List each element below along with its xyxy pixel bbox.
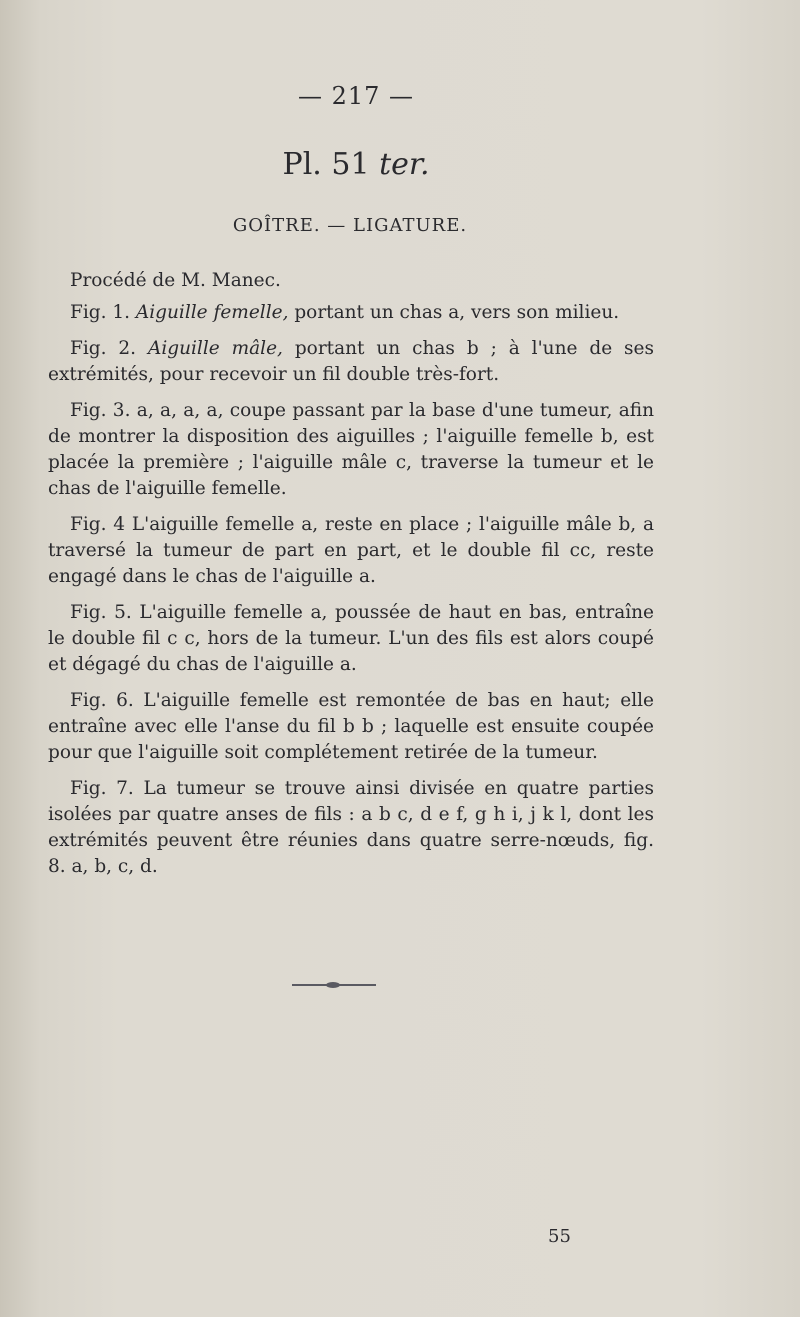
paragraph-fig-4: Fig. 4 L'aiguille femelle a, reste en place ; l'aiguille mâle b, a traversé la tumeur de part en part, et le double fil cc, reste engagé dans le chas de l'aiguille a. [48,514,654,587]
paragraph-procedure: Procédé de M. Manec. [70,270,281,291]
paragraph-fig-7: Fig. 7. La tumeur se trouve ainsi divisée en quatre parties isolées par quatre anses de fils : a b c, d e f, g h i, j k l, dont les extrémités peuvent être réunies dans quatre serre-nœuds, fig. 8. a, b, c, d. [48,778,654,877]
body-text [48,268,654,890]
fig-2-label: Fig. 2. [70,338,148,359]
plate-title [0,147,712,182]
paragraph-fig-6: Fig. 6. L'aiguille femelle est remontée de bas en haut; elle entraîne avec elle l'anse du fil b b ; laquelle est ensuite coupée pour que l'aiguille soit complétement retirée de la tumeur. [48,690,654,763]
fig-2-text: portant un chas b ; à l'une de ses extrémités, pour recevoir un fil double très-fort. [48,338,654,385]
section-title: GOÎTRE. — LIGATURE. [232,215,468,236]
paragraph-fig-1 [48,300,654,326]
plate-suffix: ter. [379,147,430,182]
fig-1-term: Aiguille femelle, [135,302,289,323]
fig-1-label: Fig. 1. [70,302,136,323]
fig-2-term: Aiguille mâle, [147,338,283,359]
paragraph-fig-5: Fig. 5. L'aiguille femelle a, poussée de haut en bas, entraîne le double fil c c, hors de la tumeur. L'un des fils est alors coupé et dégagé du chas de l'aiguille a. [48,602,654,675]
ornamental-divider [292,984,376,986]
page-number-header: — 217 — [297,82,415,110]
paragraph-fig-2 [48,336,654,388]
plate-label: Pl. 51 [282,147,370,182]
fig-1-text: portant un chas a, vers son milieu. [288,302,620,323]
signature-mark: 55 [548,1226,571,1247]
paragraph-fig-3: Fig. 3. a, a, a, a, coupe passant par la base d'une tumeur, afin de montrer la disposition des aiguilles ; l'aiguille femelle b, est placée la première ; l'aiguille mâle c, traverse la tumeur et le chas de l'aiguille femelle. [48,400,654,499]
